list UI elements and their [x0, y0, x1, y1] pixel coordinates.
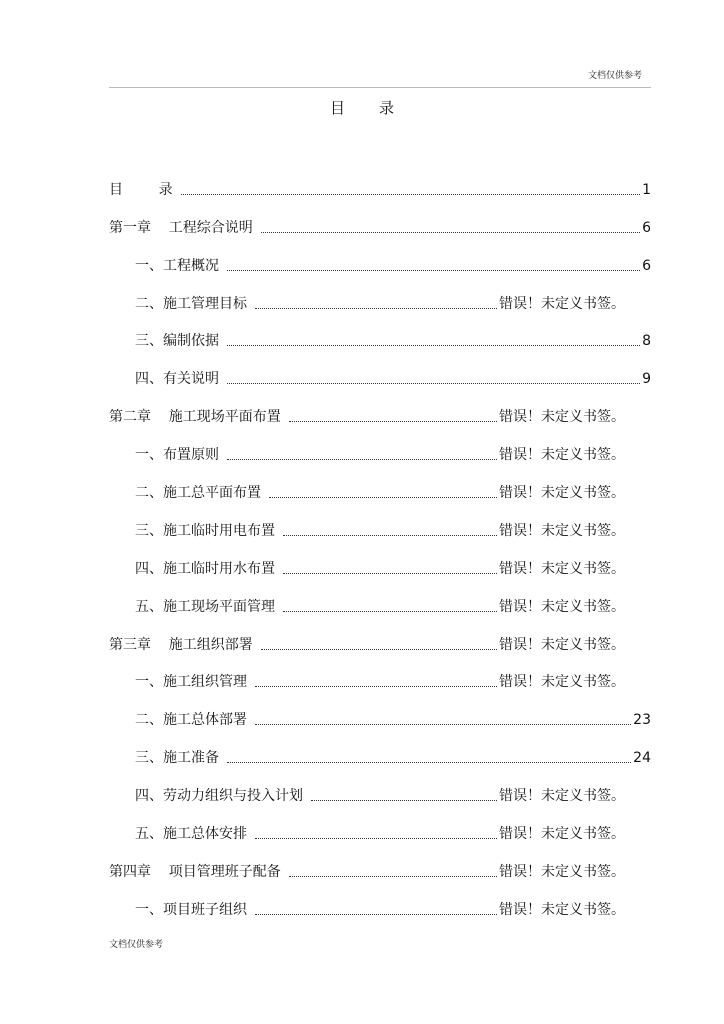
dot-leader	[227, 383, 640, 384]
title-right: 录	[379, 99, 395, 117]
toc-entry-title: 三、编制依据	[135, 333, 219, 350]
toc-entry[interactable]	[109, 892, 651, 930]
toc-entry[interactable]	[109, 210, 651, 248]
toc-entry-page: 错误！未定义书签。	[499, 674, 625, 691]
toc-entry-page: 6	[642, 257, 651, 274]
table-of-contents	[109, 172, 651, 930]
toc-entry-title: 四、有关说明	[135, 371, 219, 388]
dot-leader	[181, 194, 640, 195]
toc-entry[interactable]	[109, 702, 651, 740]
toc-entry-title: 第四章 项目管理班子配备	[109, 863, 281, 880]
toc-entry-title: 第二章 施工现场平面布置	[109, 409, 281, 426]
toc-entry[interactable]	[109, 475, 651, 513]
dot-leader	[261, 232, 640, 233]
toc-entry-page: 6	[642, 219, 651, 236]
toc-entry[interactable]	[109, 551, 651, 589]
toc-entry[interactable]	[109, 740, 651, 778]
toc-entry-title: 二、施工总体部署	[135, 712, 247, 729]
dot-leader	[227, 459, 497, 460]
dot-leader	[289, 876, 497, 877]
toc-entry-page: 错误！未定义书签。	[499, 788, 625, 805]
toc-entry-title: 一、工程概况	[135, 257, 219, 274]
dot-leader	[255, 724, 631, 725]
toc-entry-page: 错误！未定义书签。	[499, 295, 625, 312]
toc-entry-title: 五、施工总体安排	[135, 826, 247, 843]
toc-entry-page: 错误！未定义书签。	[499, 447, 625, 464]
toc-entry-title: 第一章 工程综合说明	[109, 219, 253, 236]
toc-entry-page: 错误！未定义书签。	[499, 863, 625, 880]
toc-entry-title: 四、施工临时用水布置	[135, 560, 275, 577]
toc-entry[interactable]	[109, 361, 651, 399]
header-divider	[109, 87, 651, 88]
toc-entry-page: 错误！未定义书签。	[499, 901, 625, 918]
footer-note: 文档仅供参考	[109, 940, 164, 950]
dot-leader	[283, 535, 497, 536]
toc-entry-page: 错误！未定义书签。	[499, 598, 625, 615]
toc-entry[interactable]	[109, 437, 651, 475]
dot-leader	[289, 421, 497, 422]
header-note: 文档仅供参考	[587, 71, 642, 81]
toc-entry-title: 一、项目班子组织	[135, 901, 247, 918]
toc-entry-page: 错误！未定义书签。	[499, 522, 625, 539]
toc-entry-title: 五、施工现场平面管理	[135, 598, 275, 615]
toc-entry[interactable]	[109, 324, 651, 362]
toc-entry-page: 错误！未定义书签。	[499, 826, 625, 843]
dot-leader	[227, 270, 640, 271]
dot-leader	[255, 308, 497, 309]
toc-entry-page: 23	[633, 712, 651, 729]
dot-leader	[255, 838, 497, 839]
dot-leader	[269, 497, 497, 498]
toc-entry[interactable]	[109, 778, 651, 816]
title-left: 目	[329, 99, 345, 117]
toc-entry-title: 四、劳动力组织与投入计划	[135, 788, 303, 805]
dot-leader	[255, 686, 497, 687]
toc-entry[interactable]	[109, 248, 651, 286]
toc-entry[interactable]	[109, 854, 651, 892]
toc-entry-page: 1	[642, 181, 651, 198]
toc-entry[interactable]	[109, 399, 651, 437]
toc-entry-page: 9	[642, 371, 651, 388]
toc-entry[interactable]	[109, 627, 651, 665]
toc-entry-title: 目 录	[109, 181, 173, 198]
toc-entry[interactable]	[109, 513, 651, 551]
toc-entry-title: 三、施工临时用电布置	[135, 522, 275, 539]
toc-entry-page: 8	[642, 333, 651, 350]
toc-entry-page: 错误！未定义书签。	[499, 560, 625, 577]
toc-entry-title: 二、施工管理目标	[135, 295, 247, 312]
toc-entry-page: 错误！未定义书签。	[499, 485, 625, 502]
page-title	[0, 97, 724, 118]
dot-leader	[311, 800, 497, 801]
toc-entry[interactable]	[109, 172, 651, 210]
toc-entry-title: 三、施工准备	[135, 750, 219, 767]
dot-leader	[255, 914, 497, 915]
toc-entry-title: 一、布置原则	[135, 447, 219, 464]
toc-entry-page: 错误！未定义书签。	[499, 636, 625, 653]
dot-leader	[227, 762, 631, 763]
toc-entry-page: 24	[633, 750, 651, 767]
toc-entry-title: 一、施工组织管理	[135, 674, 247, 691]
toc-entry-title: 二、施工总平面布置	[135, 485, 261, 502]
toc-entry[interactable]	[109, 816, 651, 854]
toc-entry[interactable]	[109, 286, 651, 324]
dot-leader	[261, 649, 497, 650]
toc-entry[interactable]	[109, 665, 651, 703]
toc-entry-title: 第三章 施工组织部署	[109, 636, 253, 653]
dot-leader	[283, 573, 497, 574]
toc-entry-page: 错误！未定义书签。	[499, 409, 625, 426]
toc-entry[interactable]	[109, 589, 651, 627]
dot-leader	[283, 611, 497, 612]
dot-leader	[227, 345, 640, 346]
